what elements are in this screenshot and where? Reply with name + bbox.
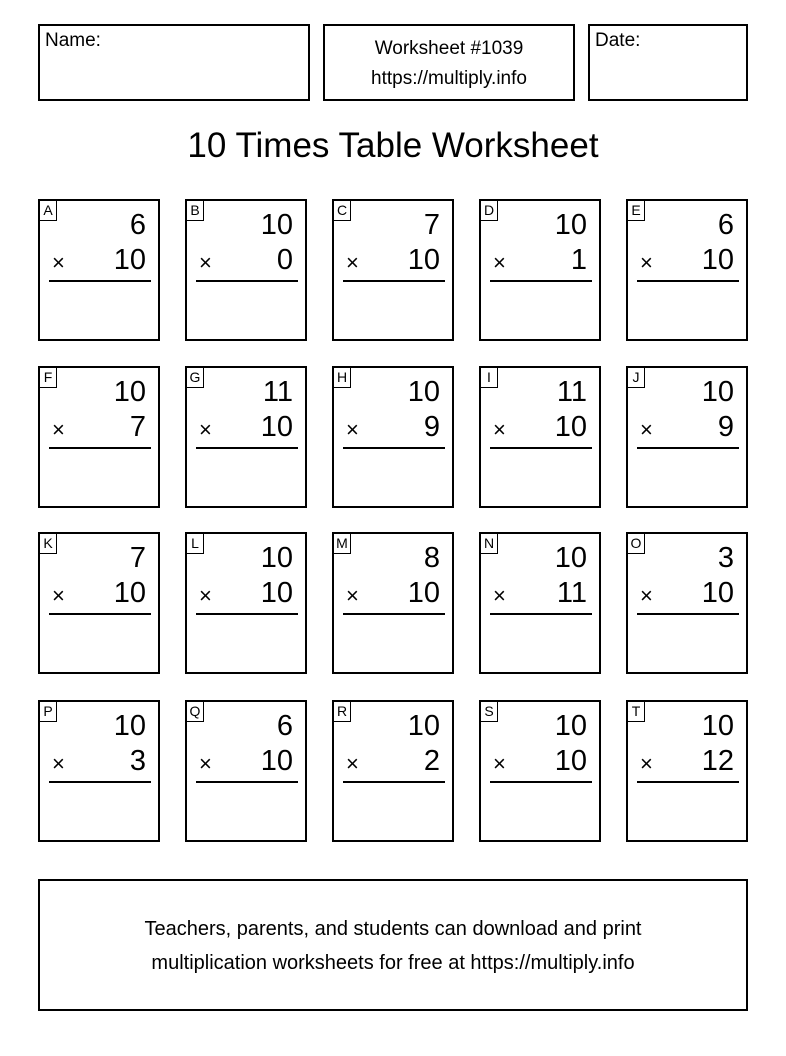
problem-letter: C: [333, 200, 351, 221]
multiplicand: 8: [423, 542, 440, 574]
multiplier: 0: [276, 244, 293, 276]
answer-line: [343, 280, 445, 282]
multiplier: 11: [556, 577, 587, 609]
multiplicand: 6: [276, 710, 293, 742]
times-sign: ×: [493, 751, 506, 776]
problem-letter: L: [186, 533, 204, 554]
times-sign: ×: [493, 583, 506, 608]
times-sign: ×: [640, 751, 653, 776]
problem-card[interactable]: [332, 700, 454, 842]
problem-letter: Q: [186, 701, 204, 722]
times-sign: ×: [640, 250, 653, 275]
multiplier: 10: [113, 244, 146, 276]
problem-card[interactable]: [185, 199, 307, 341]
problem-card[interactable]: [332, 199, 454, 341]
footer-line-1: Teachers, parents, and students can download and print: [144, 918, 642, 940]
times-sign: ×: [52, 583, 65, 608]
multiplier: 9: [717, 411, 734, 443]
footer-line-2: multiplication worksheets for free at https://multiply.info: [151, 952, 635, 974]
answer-line: [637, 447, 739, 449]
problem-letter: D: [480, 200, 498, 221]
answer-line: [196, 447, 298, 449]
multiplier: 2: [423, 745, 440, 777]
problem-card[interactable]: [626, 532, 748, 674]
times-sign: ×: [52, 250, 65, 275]
date-field-box[interactable]: [588, 24, 748, 101]
answer-line: [637, 613, 739, 615]
problem-letter: B: [186, 200, 204, 221]
multiplier: 10: [260, 577, 293, 609]
problem-letter: G: [186, 367, 204, 388]
problem-card[interactable]: [38, 366, 160, 508]
multiplier: 10: [260, 745, 293, 777]
multiplicand: 10: [554, 542, 587, 574]
answer-line: [343, 613, 445, 615]
times-sign: ×: [199, 417, 212, 442]
multiplicand: 10: [407, 710, 440, 742]
problem-letter: O: [627, 533, 645, 554]
multiplicand: 10: [407, 376, 440, 408]
problem-letter: S: [480, 701, 498, 722]
problem-card[interactable]: [479, 700, 601, 842]
answer-line: [49, 613, 151, 615]
times-sign: ×: [346, 751, 359, 776]
problem-letter: F: [39, 367, 57, 388]
multiplicand: 10: [260, 209, 293, 241]
problem-card[interactable]: [185, 532, 307, 674]
problem-card[interactable]: [626, 366, 748, 508]
answer-line: [49, 447, 151, 449]
multiplier: 10: [701, 577, 734, 609]
problem-letter: K: [39, 533, 57, 554]
answer-line: [490, 447, 592, 449]
problem-letter: R: [333, 701, 351, 722]
answer-line: [196, 613, 298, 615]
multiplier: 10: [701, 244, 734, 276]
multiplicand: 10: [701, 710, 734, 742]
multiplier: 10: [407, 577, 440, 609]
problem-card[interactable]: [626, 199, 748, 341]
answer-line: [490, 613, 592, 615]
worksheet-info-box: [323, 24, 575, 101]
answer-line: [343, 781, 445, 783]
problem-card[interactable]: [479, 532, 601, 674]
page-title: 10 Times Table Worksheet: [187, 126, 599, 165]
times-sign: ×: [493, 250, 506, 275]
answer-line: [637, 781, 739, 783]
times-sign: ×: [493, 417, 506, 442]
multiplier: 1: [570, 244, 587, 276]
multiplier: 12: [701, 745, 734, 777]
footer-box: [38, 879, 748, 1011]
answer-line: [490, 781, 592, 783]
answer-line: [49, 781, 151, 783]
problem-card[interactable]: [626, 700, 748, 842]
problem-card[interactable]: [38, 199, 160, 341]
times-sign: ×: [199, 751, 212, 776]
problem-card[interactable]: [332, 366, 454, 508]
multiplier: 10: [554, 745, 587, 777]
problem-letter: M: [333, 533, 351, 554]
problem-card[interactable]: [38, 532, 160, 674]
multiplicand: 10: [701, 376, 734, 408]
times-sign: ×: [346, 417, 359, 442]
multiplicand: 10: [554, 209, 587, 241]
problem-card[interactable]: [479, 199, 601, 341]
times-sign: ×: [199, 583, 212, 608]
problem-letter: N: [480, 533, 498, 554]
problem-card[interactable]: [479, 366, 601, 508]
problem-letter: T: [627, 701, 645, 722]
problem-letter: H: [333, 367, 351, 388]
answer-line: [490, 280, 592, 282]
name-field-box[interactable]: [38, 24, 310, 101]
multiplier: 10: [407, 244, 440, 276]
times-sign: ×: [52, 417, 65, 442]
multiplier: 9: [423, 411, 440, 443]
multiplier: 3: [129, 745, 146, 777]
problem-letter: I: [480, 367, 498, 388]
multiplicand: 6: [129, 209, 146, 241]
problem-card[interactable]: [332, 532, 454, 674]
multiplicand: 10: [260, 542, 293, 574]
times-sign: ×: [52, 751, 65, 776]
multiplicand: 10: [554, 710, 587, 742]
website-text: https://multiply.info: [371, 68, 527, 89]
multiplicand: 11: [262, 376, 293, 408]
times-sign: ×: [640, 417, 653, 442]
problem-letter: J: [627, 367, 645, 388]
answer-line: [343, 447, 445, 449]
multiplier: 10: [260, 411, 293, 443]
name-label: Name:: [45, 30, 101, 51]
multiplicand: 10: [113, 376, 146, 408]
worksheet-number: Worksheet #1039: [374, 38, 524, 59]
times-sign: ×: [640, 583, 653, 608]
answer-line: [196, 781, 298, 783]
problem-card[interactable]: [38, 700, 160, 842]
answer-line: [49, 280, 151, 282]
multiplier: 10: [554, 411, 587, 443]
multiplier: 10: [113, 577, 146, 609]
date-label: Date:: [595, 30, 641, 51]
times-sign: ×: [199, 250, 212, 275]
multiplier: 7: [129, 411, 146, 443]
times-sign: ×: [346, 583, 359, 608]
answer-line: [637, 280, 739, 282]
problem-card[interactable]: [185, 700, 307, 842]
multiplicand: 11: [556, 376, 587, 408]
times-sign: ×: [346, 250, 359, 275]
multiplicand: 3: [717, 542, 734, 574]
answer-line: [196, 280, 298, 282]
multiplicand: 7: [129, 542, 146, 574]
multiplicand: 7: [423, 209, 440, 241]
multiplicand: 10: [113, 710, 146, 742]
problem-letter: A: [39, 200, 57, 221]
problem-card[interactable]: [185, 366, 307, 508]
problem-letter: E: [627, 200, 645, 221]
problem-letter: P: [39, 701, 57, 722]
multiplicand: 6: [717, 209, 734, 241]
